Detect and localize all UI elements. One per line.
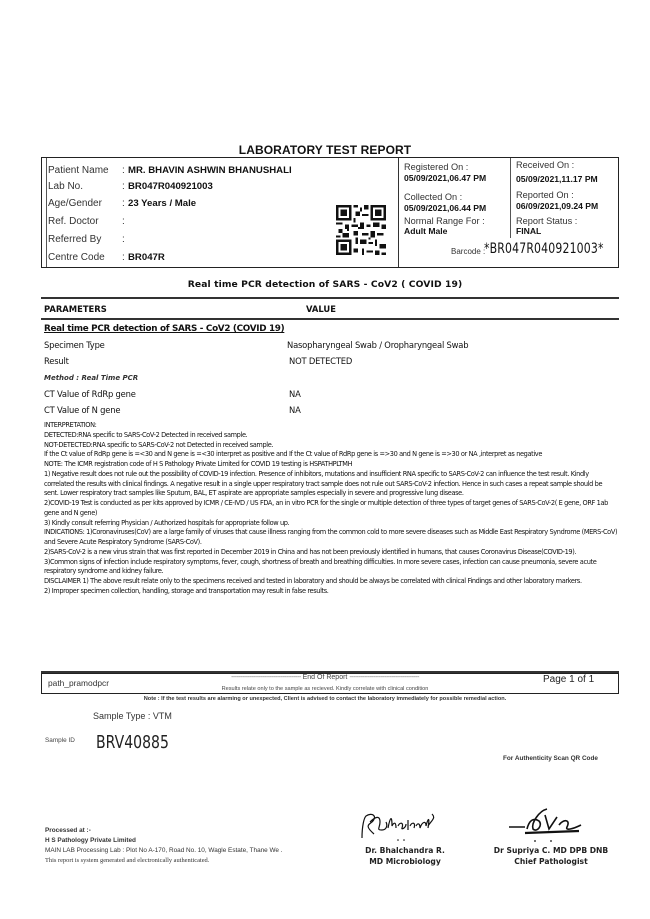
divider <box>41 318 619 320</box>
colon: : <box>122 215 125 227</box>
referred-by-label: Referred By <box>48 233 102 245</box>
dash-line: -------------------------------------- <box>231 674 301 681</box>
interp-line: DISCLAIMER 1) The above result relate only to the specimens received and tested in laboratory and should be always be correlated with clinical Findings and other laboratory markers. <box>44 577 582 585</box>
collected-on <box>404 192 486 214</box>
system-note: This report is system generated and electronically authenticated. <box>45 857 210 864</box>
footer-user: path_pramodpcr <box>48 678 109 688</box>
signatory-2-name: Dr Supriya C. MD DPB DNB <box>493 846 609 855</box>
value-result: NOT DETECTED <box>289 356 353 366</box>
reported-on-value: 06/09/2021,09.24 PM <box>516 201 599 211</box>
signatory-1-title: MD Microbiology <box>369 857 441 866</box>
interp-line: INDICATIONS: 1)Coronaviruses(CoV) are a large family of viruses that cause illness ranging from the common cold to more severe diseases such as Middle East Respiratory Syndrome (MERS-CoV) and Severe Acute Respiratory Syndrome (SARS-CoV). <box>44 528 618 546</box>
normal-range-value: Adult Male <box>404 226 448 236</box>
barcode-value: *BR047R040921003* <box>484 241 604 257</box>
signature-bhalchandra-icon <box>356 808 438 844</box>
registered-on-label: Registered On : <box>404 162 469 172</box>
report-status-value: FINAL <box>516 226 542 236</box>
page-number: Page 1 of 1 <box>543 674 595 685</box>
test-heading: Real time PCR detection of SARS - CoV2 ( COVID 19) <box>187 279 463 290</box>
centre-code-row <box>48 249 348 265</box>
received-on-label: Received On : <box>516 160 575 170</box>
patient-name-value: MR. BHAVIN ASHWIN BHANUSHALI <box>128 164 292 176</box>
dash-line: -------------------------------------- <box>349 674 419 681</box>
report-status <box>516 216 577 236</box>
param-ct-ngene: CT Value of N gene <box>44 405 121 415</box>
section-title: Real time PCR detection of SARS - CoV2 (COVID 19) <box>44 324 285 334</box>
interp-line: NOTE: The ICMR registration code of H S Pathology Private Limited for COVID 19 testing is HSPATHPLTMH <box>44 460 353 468</box>
value-ct-ngene: NA <box>289 405 301 415</box>
age-gender-value: 23 Years / Male <box>128 197 197 209</box>
lab-no-row <box>48 178 348 194</box>
patient-name-label: Patient Name <box>48 164 109 176</box>
interp-line: 1) Negative result does not rule out the possibility of COVID-19 infection. Presence of inhibitors, mutations and insufficient RNA specific to SARS-CoV-2 can influence the test result. Kindly correlated the results with clinical findings. A negative result in a single upper respiratory tract sample does not rule out SARS-CoV-2 infection. Hence in such cases a repeat sample should be sent. Lower respiratory tract samples like Sputum, BAL, ET aspirate are appropriate samples especially in severe and progressive lung disease. <box>44 469 603 498</box>
interp-line: 3) Kindly consult referring Physician / Authorized hospitals for appropriate follow up. <box>44 518 290 527</box>
authenticity-note: For Authenticity Scan QR Code <box>503 755 598 762</box>
centre-code-label: Centre Code <box>48 251 105 263</box>
value-specimen-type: Nasopharyngeal Swab / Oropharyngeal Swab <box>287 340 469 350</box>
normal-range <box>404 216 485 236</box>
header-divider <box>510 158 511 238</box>
method-note: Method : Real Time PCR <box>44 374 139 382</box>
referred-by-row <box>48 231 348 247</box>
report-title: LABORATORY TEST REPORT <box>238 143 412 157</box>
interp-line: DETECTED:RNA specific to SARS-CoV-2 Detected in received sample. <box>44 430 248 439</box>
lab-no-label: Lab No. <box>48 180 84 192</box>
divider <box>41 297 619 299</box>
processed-company: H S Pathology Private Limited <box>45 837 136 844</box>
collected-on-value: 05/09/2021,06.44 PM <box>404 203 487 213</box>
sample-id-label: Sample ID <box>45 737 75 744</box>
interp-line: 2) Improper specimen collection, handling, storage and transportation may result in false results. <box>44 586 329 595</box>
param-specimen-type: Specimen Type <box>44 340 105 350</box>
ref-doctor-row <box>48 213 348 229</box>
centre-code-value: BR047R <box>128 251 165 263</box>
interp-line: 2)SARS-CoV-2 is a new virus strain that was first reported in December 2019 in China and has not been previously identified in humans, that causes Coronavirus Disease(COVID-19). <box>44 547 577 556</box>
reported-on-label: Reported On : <box>516 190 574 200</box>
colon: : <box>122 251 125 263</box>
qr-code-icon[interactable] <box>331 203 391 257</box>
registered-on <box>404 162 486 184</box>
sample-type: Sample Type : VTM <box>93 711 172 721</box>
sample-id-value: BRV40885 <box>96 732 169 753</box>
alarm-note: Note : If the test results are alarming or unexpected, Client is advised to contact the laboratory immediately for possible remedial action. <box>143 696 507 702</box>
col-header-value: VALUE <box>306 304 336 314</box>
interp-line: NOT-DETECTED:RNA specific to SARS-CoV-2 not Detected in received sample. <box>44 440 274 449</box>
relate-note: Results relate only to the sample as recieved. Kindly correlate with clinical condition <box>221 686 429 692</box>
processed-label: Processed at :- <box>45 827 91 834</box>
colon: : <box>122 164 125 176</box>
interp-line: If the Ct value of RdRp gene is =<30 and N gene is =<30 interpret as positive and If the Ct value of RdRp gene is =>30 and N gene is =>30 or NA ,interpret as negative <box>44 450 543 459</box>
header-inner-border <box>46 158 47 267</box>
colon: : <box>122 233 125 245</box>
end-of-report-label: End Of Report <box>302 674 348 681</box>
processed-at <box>45 826 283 866</box>
ref-doctor-label: Ref. Doctor <box>48 215 99 227</box>
normal-range-label: Normal Range For : <box>404 216 485 226</box>
value-ct-rdrp: NA <box>289 389 301 399</box>
param-result: Result <box>44 356 69 366</box>
colon: : <box>122 197 125 209</box>
report-status-label: Report Status : <box>516 216 578 226</box>
registered-on-value: 05/09/2021,06.47 PM <box>404 173 487 183</box>
signatory-1-name: Dr. Bhalchandra R. <box>365 846 445 855</box>
colon: : <box>122 180 125 192</box>
reported-on <box>516 190 598 212</box>
collected-on-label: Collected On : <box>404 192 463 202</box>
lab-no-value: BR047R040921003 <box>128 180 213 192</box>
signatory-2-title: Chief Pathologist <box>514 857 588 866</box>
interpretation-text <box>44 421 618 597</box>
signatory-1 <box>355 845 455 867</box>
interp-heading: INTERPRETATION: <box>44 421 97 429</box>
received-on <box>516 160 598 185</box>
age-gender-label: Age/Gender <box>48 197 102 209</box>
age-gender-row <box>48 195 348 211</box>
header-divider <box>398 158 399 267</box>
received-on-value: 05/09/2021,11.17 PM <box>516 174 598 184</box>
barcode-label: Barcode : <box>451 247 486 256</box>
interp-line: 2)COVID-19 Test is conducted as per kits approved by ICMR / CE-IVD / US FDA, an in vitro PCR for the single or multiple detection of three types of target genes of SARS-CoV-2( E gene, ORF 1ab gene and N gene) <box>44 499 608 517</box>
patient-name-row <box>48 162 348 178</box>
signature-supriya-icon <box>505 803 585 845</box>
processed-address: MAIN LAB Processing Lab : Plot No A-170, Road No. 10, Wagle Estate, Thane We . <box>45 847 283 854</box>
param-ct-rdrp: CT Value of RdRp gene <box>44 389 136 399</box>
col-header-parameters: PARAMETERS <box>44 304 107 314</box>
signatory-2 <box>487 845 615 867</box>
interp-line: 3)Common signs of infection include respiratory symptoms, fever, cough, shortness of breath and breathing difficulties. In more severe cases, infection can cause pneumonia, severe acute respiratory syndrome and kidney failure. <box>44 557 597 576</box>
